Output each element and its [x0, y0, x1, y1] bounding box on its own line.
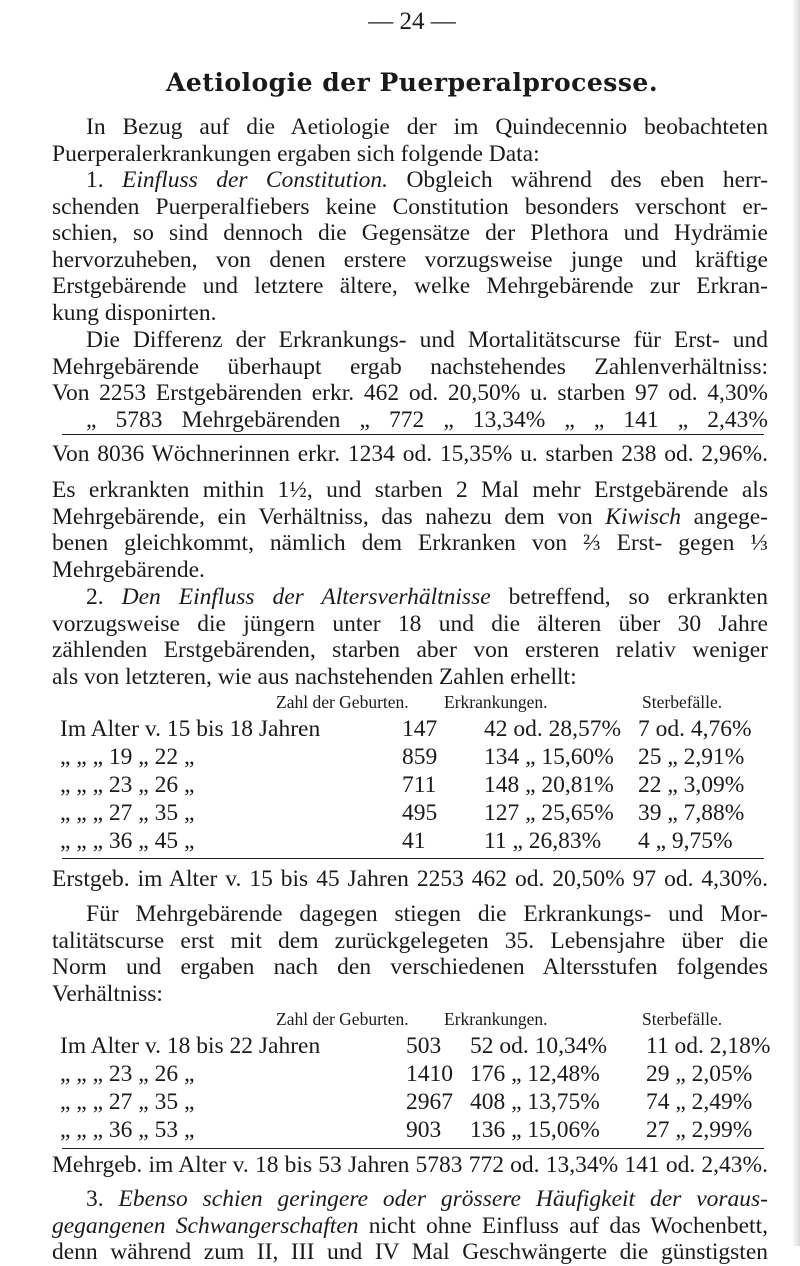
deaths-cell: 7 od. 4,76%	[638, 716, 752, 742]
illness-cell: 42 od. 28,57%	[484, 716, 622, 742]
age-cell: „ „ „ 19 „ 22 „	[60, 744, 195, 770]
illness-cell: 148 „ 20,81%	[484, 772, 614, 798]
text-line: schenden Puerperalfiebers keine Constitution besonders verschont er-	[52, 193, 768, 220]
illness-cell: 134 „ 15,60%	[484, 744, 614, 770]
births-cell: 495	[402, 800, 438, 826]
text-line: denn während zum II, III und IV Mal Geschwängerte die günstigsten	[52, 1239, 768, 1266]
col-header-illness: Erkrankungen.	[444, 692, 548, 712]
illness-cell: 136 „ 15,06%	[470, 1117, 600, 1143]
stat-row-total: Von 8036 Wöchnerinnen erkr. 1234 od. 15,35% u. starben 238 od. 2,96%.	[52, 441, 768, 467]
col-header-illness: Erkrankungen.	[444, 1009, 548, 1029]
stat-row-erstgebaerende: Von 2253 Erstgebärenden erkr. 462 od. 20,50% u. starben 97 od. 4,30%	[52, 380, 768, 407]
deaths-cell: 4 „ 9,75%	[638, 828, 733, 854]
col-header-births: Zahl der Geburten.	[276, 1009, 409, 1029]
sum-rule	[62, 1148, 764, 1149]
text-line: Erstgebärende und letztere ältere, welke Mehrgebärende zur Erkran-	[52, 273, 768, 300]
births-cell: 711	[402, 772, 437, 798]
age-cell: Im Alter v. 15 bis 18 Jahren	[60, 716, 321, 742]
text-line	[52, 1186, 768, 1213]
age-cell: „ „ „ 23 „ 26 „	[60, 1061, 195, 1087]
illness-cell: 11 „ 26,83%	[484, 828, 602, 854]
age-cell: „ „ „ 36 „ 53 „	[60, 1117, 195, 1143]
age-cell: „ „ „ 27 „ 35 „	[60, 1089, 195, 1115]
deaths-cell: 22 „ 3,09%	[638, 772, 745, 798]
age-cell: Im Alter v. 18 bis 22 Jahren	[60, 1033, 321, 1059]
section-title: Einfluss der Constitution.	[122, 167, 389, 193]
stat-row-total: Erstgeb. im Alter v. 15 bis 45 Jahren 2253 462 od. 20,50% 97 od. 4,30%.	[52, 866, 768, 892]
deaths-cell: 25 „ 2,91%	[638, 744, 745, 770]
births-cell: 147	[402, 716, 438, 742]
table-row	[60, 1033, 771, 1061]
table-row	[60, 772, 766, 800]
section-title: gegangenen Schwangerschaften	[52, 1212, 359, 1239]
page-edge-shadow	[792, 0, 800, 1246]
text-line: Es erkrankten mithin 1½, und starben 2 Mal mehr Erstgebärende als	[52, 477, 768, 503]
births-cell: 2967	[406, 1089, 453, 1115]
text-line: Mehrgebärende überhaupt ergab nachstehendes Zahlenverhältniss:	[52, 353, 768, 380]
text-line	[52, 1213, 768, 1240]
stat-row-mehrgebaerende: „ 5783 Mehrgebärenden „ 772 „ 13,34% „ „ 141 „ 2,43%	[86, 406, 768, 433]
age-cell: „ „ „ 27 „ 35 „	[60, 800, 195, 826]
table-row	[60, 1061, 766, 1089]
stat-row-total: Mehrgeb. im Alter v. 18 bis 53 Jahren 5783 772 od. 13,34% 141 od. 2,43%.	[52, 1152, 768, 1178]
text-line: talitätscurse erst mit dem zurückgelegeten 35. Lebensjahre über die	[52, 927, 768, 954]
col-header-deaths: Sterbefälle.	[642, 1009, 723, 1029]
table-row	[60, 744, 766, 772]
page-number: — 24 —	[368, 8, 456, 35]
deaths-cell: 11 od. 2,18%	[646, 1033, 771, 1059]
section-1-paragraph	[52, 167, 768, 327]
difference-paragraph	[52, 327, 768, 433]
col-header-births: Zahl der Geburten.	[276, 692, 409, 712]
text-line: vorzugsweise die jüngern unter 18 und die älteren über 30 Jahre	[52, 610, 768, 637]
section-3-paragraph	[52, 1186, 768, 1266]
intro-paragraph	[52, 114, 768, 167]
table-row	[60, 828, 766, 856]
table-row	[60, 800, 766, 828]
text-line	[52, 584, 768, 611]
sum-rule	[62, 858, 764, 859]
table-row	[60, 1089, 766, 1117]
text-fragment: betreffend, so erkrankten	[508, 584, 769, 610]
illness-cell: 408 „ 13,75%	[470, 1089, 600, 1115]
deaths-cell: 27 „ 2,99%	[646, 1117, 753, 1143]
deaths-cell: 74 „ 2,49%	[646, 1089, 753, 1115]
text-line: Puerperalerkrankungen ergaben sich folgende Data:	[52, 140, 540, 167]
text-line: als von letzteren, wie aus nachstehenden Zahlen erhellt:	[52, 663, 577, 690]
section-title: Den Einfluss der Altersverhältnisse	[121, 584, 491, 610]
illness-cell: 176 „ 12,48%	[470, 1061, 600, 1087]
text-line: Für Mehrgebärende dagegen stiegen die Erkrankungs- und Mor-	[86, 901, 768, 927]
conclusion-paragraph	[52, 477, 768, 583]
illness-cell: 127 „ 25,65%	[484, 800, 614, 826]
table-row	[60, 716, 766, 744]
sum-rule	[62, 434, 764, 435]
col-header-deaths: Sterbefälle.	[642, 692, 723, 712]
births-cell: 503	[406, 1033, 442, 1059]
table1-total	[52, 866, 768, 893]
text-line: In Bezug auf die Aetiologie der im Quindecennio beobachteten	[86, 114, 768, 140]
text-line	[52, 167, 768, 194]
births-cell: 1410	[406, 1061, 453, 1087]
text-line: schien, so sind dennoch die Gegensätze der Plethora und Hydrämie	[52, 220, 768, 247]
age-cell: „ „ „ 36 „ 45 „	[60, 828, 195, 854]
author-name: Kiwisch	[605, 503, 682, 530]
total-row	[52, 441, 768, 468]
age-cell: „ „ „ 23 „ 26 „	[60, 772, 195, 798]
text-fragment: angege-	[693, 503, 769, 530]
births-cell: 859	[402, 744, 438, 770]
text-line: Norm und ergaben nach den verschiedenen Altersstufen folgendes	[52, 954, 768, 981]
section-number: 1.	[86, 167, 104, 193]
deaths-cell: 29 „ 2,05%	[646, 1061, 753, 1087]
text-line: Mehrgebärende.	[52, 556, 205, 583]
table-row	[60, 1117, 766, 1145]
text-fragment: Mehrgebärende, ein Verhältniss, das nahezu dem von	[52, 503, 593, 530]
births-cell: 903	[406, 1117, 442, 1143]
deaths-cell: 39 „ 7,88%	[638, 800, 745, 826]
table2-total	[52, 1152, 768, 1179]
chapter-heading: Aetiologie der Puerperalprocesse.	[165, 68, 659, 97]
text-line	[52, 504, 768, 531]
section-title: Ebenso schien geringere oder grössere Häufigkeit der voraus-	[118, 1186, 769, 1212]
text-line: hervorzuheben, von denen erstere vorzugsweise junge und kräftige	[52, 246, 768, 273]
text-line: kung disponirten.	[52, 299, 217, 326]
section-2-paragraph	[52, 584, 768, 690]
section-number: 3.	[86, 1186, 104, 1212]
text-line: zählenden Erstgebärenden, starben aber von ersteren relativ weniger	[52, 637, 768, 664]
births-cell: 41	[402, 828, 426, 854]
text-line: benen gleichkommt, nämlich dem Erkranken von ⅔ Erst- gegen ⅓	[52, 530, 768, 557]
illness-cell: 52 od. 10,34%	[470, 1033, 608, 1059]
mehrgebaerende-paragraph	[52, 901, 768, 1007]
text-fragment: Obgleich während des eben herr-	[406, 167, 769, 193]
text-line: Verhältniss:	[52, 980, 163, 1007]
text-fragment: nicht ohne Einfluss auf das Wochenbett,	[368, 1212, 768, 1239]
section-number: 2.	[86, 584, 104, 610]
text-line: Die Differenz der Erkrankungs- und Mortalitätscurse für Erst- und	[86, 327, 768, 353]
